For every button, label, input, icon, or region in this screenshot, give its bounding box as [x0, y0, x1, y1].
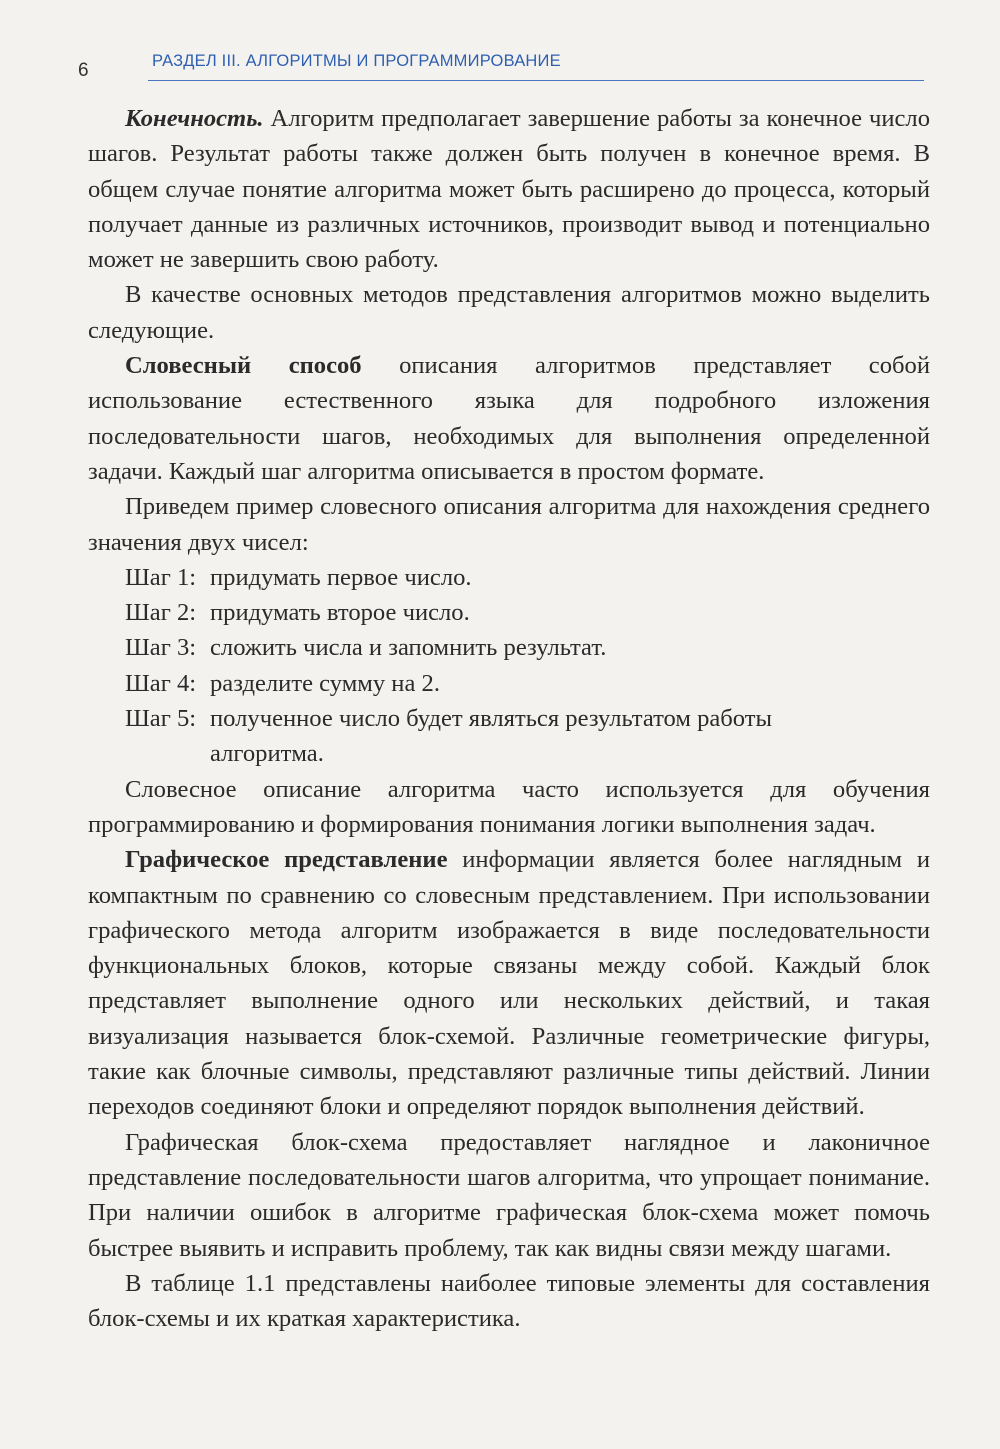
- paragraph-text: описания алгоритмов представляет собой использование естественного языка для подробного изложения последовательности шагов, необходимых для выполнения определенной задачи. Каждый шаг алгоритма описывается в простом формате.: [88, 352, 930, 485]
- step-text: придумать первое число.: [210, 563, 472, 591]
- paragraph-verbal-method: [88, 348, 930, 489]
- paragraph-text: информации является более наглядным и компактным по сравнению со словесным представлением. При использовании графического метода алгоритм изображается в виде последовательности функциональных блоков, которые связаны между собой. Каждый блок представляет выполнение одного или нескольких действий, и такая визуализация называется блок-схемой. Различные геометрические фигуры, такие как блочные символы, представляют различные типы действий. Линии переходов соединяют блоки и определяют порядок выполнения действий.: [88, 846, 930, 1121]
- paragraph-finiteness: [88, 101, 930, 277]
- list-item: [88, 595, 930, 630]
- list-item: [88, 630, 930, 665]
- header-divider: [148, 80, 924, 81]
- paragraph-verbal-usage: Словесное описание алгоритма часто используется для обучения программированию и формирования понимания логики выполнения задач.: [88, 775, 930, 838]
- step-text: придумать второе число.: [210, 599, 470, 627]
- step-text: разделите сумму на 2.: [210, 669, 440, 697]
- step-text: полученное число будет являться результатом работы алгоритма.: [210, 705, 773, 768]
- paragraph-methods-intro: В качестве основных методов представления алгоритмов можно выделить следующие.: [88, 281, 930, 344]
- paragraph-example-intro: Приведем пример словесного описания алгоритма для нахождения среднего значения двух чисел:: [88, 493, 930, 556]
- step-list: [88, 560, 930, 772]
- step-text: сложить числа и запомнить результат.: [210, 634, 607, 662]
- term-finiteness: Конечность.: [125, 105, 264, 132]
- body-text: [88, 101, 930, 1336]
- list-item: [88, 701, 930, 772]
- step-label: Шаг 1:: [125, 563, 197, 591]
- paragraph-text: Алгоритм предполагает завершение работы за конечное число шагов. Результат работы также должен быть получен в конечное время. В общем случае понятие алгоритма может быть расширено до процесса, который получает данные из различных источников, производит вывод и потенциально может не завершить свою работу.: [88, 105, 930, 274]
- term-verbal-method: Словесный способ: [125, 352, 362, 380]
- paragraph-graphical-method: [88, 842, 930, 1124]
- running-header: РАЗДЕЛ III. АЛГОРИТМЫ И ПРОГРАММИРОВАНИЕ: [152, 52, 561, 70]
- list-item: [88, 560, 930, 595]
- paragraph-table-reference: В таблице 1.1 представлены наиболее типовые элементы для составления блок-схемы и их краткая характеристика.: [88, 1269, 930, 1333]
- step-label: Шаг 4:: [125, 669, 197, 697]
- step-label: Шаг 5:: [125, 705, 197, 733]
- step-label: Шаг 3:: [125, 634, 197, 662]
- page-number: 6: [78, 60, 89, 81]
- paragraph-flowchart-benefits: Графическая блок-схема предоставляет наглядное и лаконичное представление последовательности шагов алгоритма, что упрощает понимание. При наличии ошибок в алгоритме графическая блок-схема может помочь быстрее выявить и исправить проблему, так как видны связи между шагами.: [88, 1128, 930, 1262]
- term-graphical-method: Графическое представление: [125, 846, 448, 874]
- list-item: [88, 666, 930, 701]
- step-label: Шаг 2:: [125, 599, 197, 627]
